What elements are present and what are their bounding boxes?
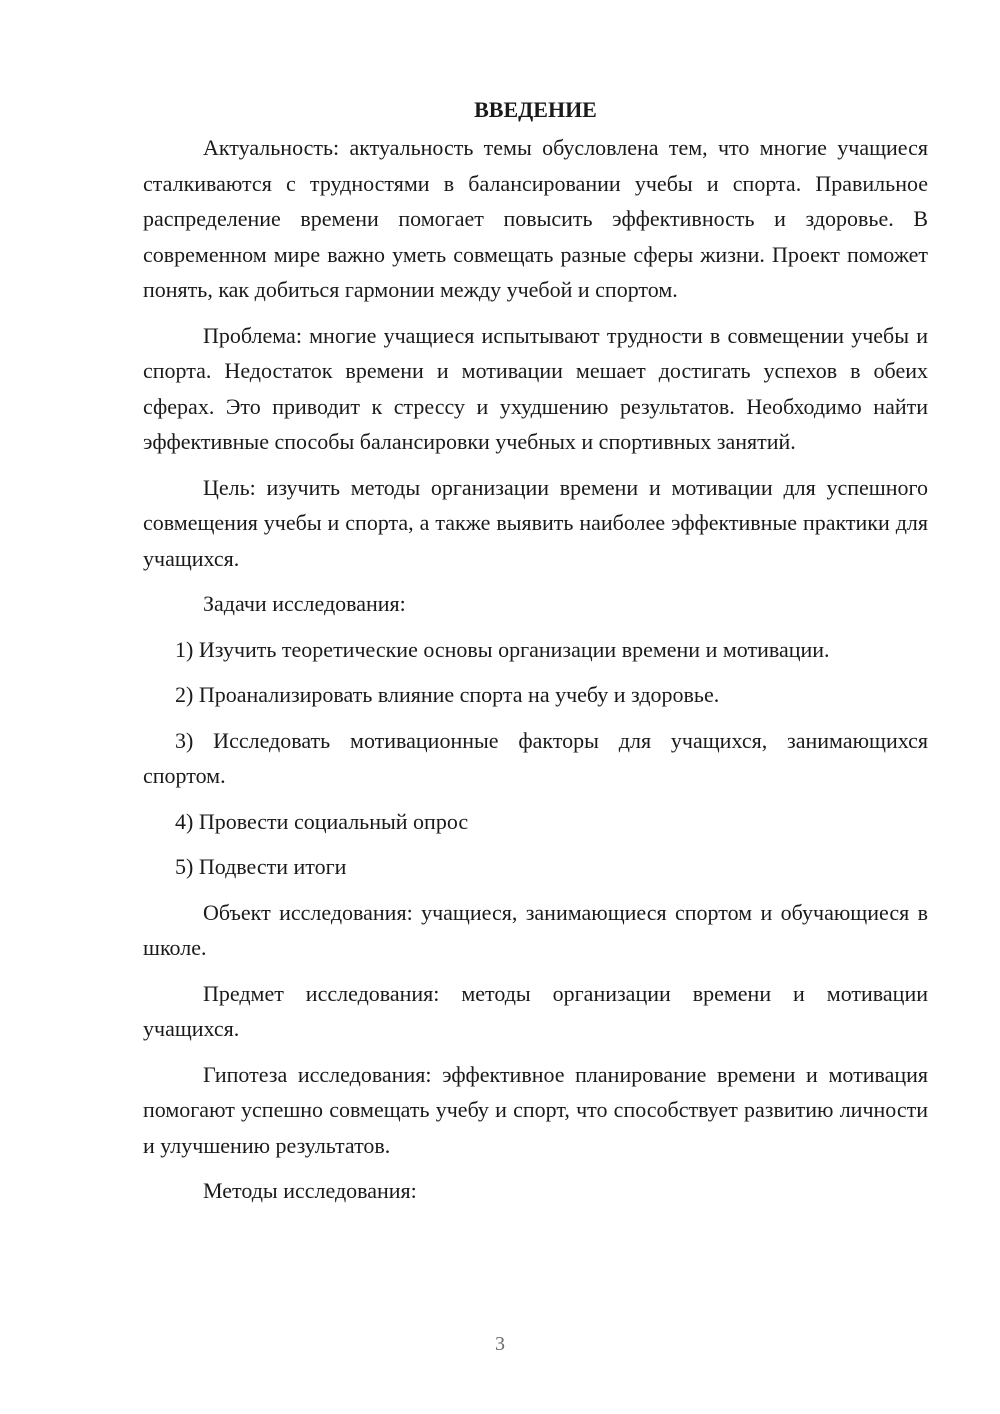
task-item-2: 2) Проанализировать влияние спорта на учебу и здоровье. <box>175 682 720 707</box>
problem-paragraph: Проблема: многие учащиеся испытывают трудности в совмещении учебы и спорта. Недостаток времени и мотивации мешает достигать успехов в обеих сферах. Это приводит к стрессу и ухудшению результатов. Необходимо найти эффективные способы балансировки учебных и спортивных занятий. <box>143 322 928 454</box>
page-number: 3 <box>495 1333 505 1355</box>
task-item-3: 3) Исследовать мотивационные факторы для учащихся, занимающихся спортом. <box>143 727 928 788</box>
page-title: ВВЕДЕНИЕ <box>474 97 597 122</box>
relevance-paragraph: Актуальность: актуальность темы обусловлена тем, что многие учащиеся сталкиваются с трудностями в балансировании учебы и спорта. Правильное распределение времени помогает повысить эффективность и здоровье. В современном мире важно уметь совмещать разные сферы жизни. Проект поможет понять, как добиться гармонии между учебой и спортом. <box>143 135 928 302</box>
methods-heading: Методы исследования: <box>203 1178 417 1203</box>
tasks-heading: Задачи исследования: <box>203 591 406 616</box>
goal-paragraph: Цель: изучить методы организации времени и мотивации для успешного совмещения учебы и спорта, а также выявить наиболее эффективные практики для учащихся. <box>143 474 928 571</box>
task-item-5: 5) Подвести итоги <box>175 854 347 879</box>
task-item-4: 4) Провести социальный опрос <box>175 808 469 834</box>
task-item-1: 1) Изучить теоретические основы организации времени и мотивации. <box>175 636 830 662</box>
subject-paragraph: Предмет исследования: методы организации времени и мотивации учащихся. <box>143 980 928 1041</box>
hypothesis-paragraph: Гипотеза исследования: эффективное планирование времени и мотивация помогают успешно совмещать учебу и спорт, что способствует развитию личности и улучшению результатов. <box>143 1061 928 1158</box>
document-page <box>143 92 928 1219</box>
object-paragraph: Объект исследования: учащиеся, занимающиеся спортом и обучающиеся в школе. <box>143 899 928 960</box>
